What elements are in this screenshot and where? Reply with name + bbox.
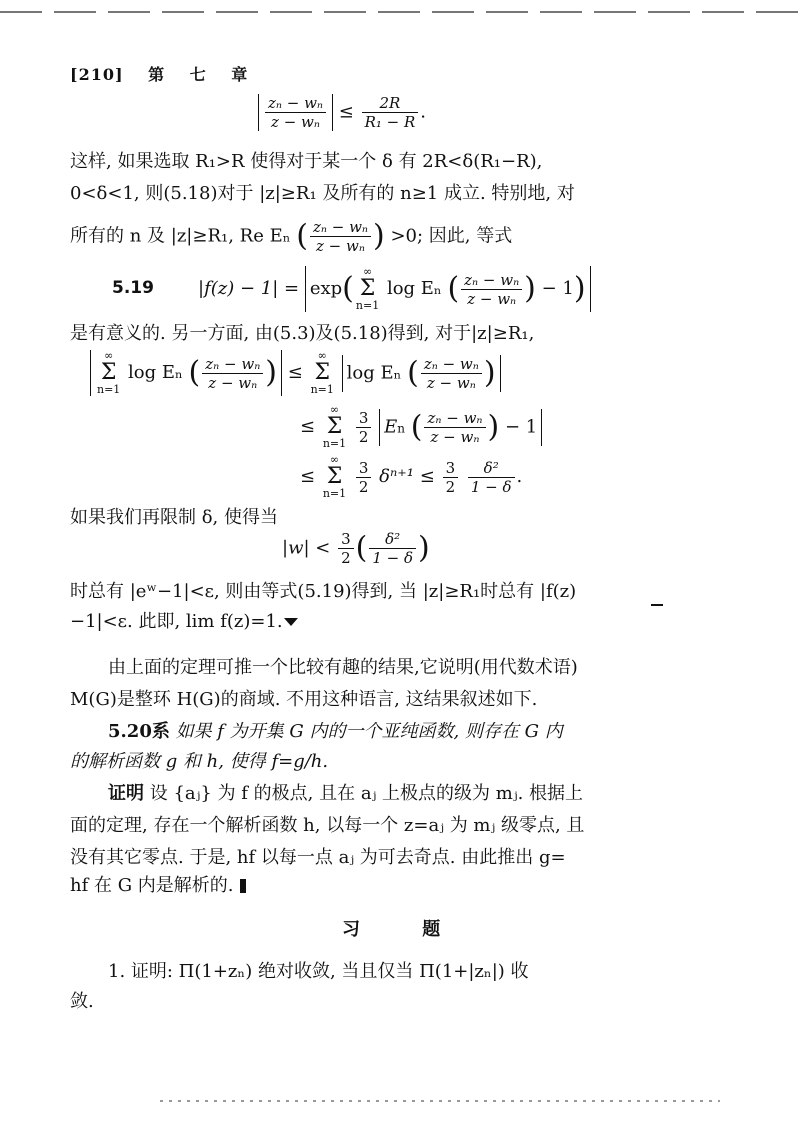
overbar-mark bbox=[651, 604, 663, 606]
page-header bbox=[70, 62, 257, 85]
page-number: [210] bbox=[70, 65, 124, 84]
equation-label: 5.19 bbox=[112, 278, 154, 298]
proof-line: 面的定理, 存在一个解析函数 h, 以每一个 z=aⱼ 为 mⱼ 级零点, 且 bbox=[70, 815, 585, 836]
inequality-line-3: ≤ ∞ Σ n=1 $\frac{3}{2}$ δⁿ⁺¹ ≤ $\frac{3}{2}$ $\frac{\text{δ²}}{1 - \delta}$ . bbox=[300, 453, 523, 500]
exercise-1-continuation: 敛. bbox=[70, 991, 94, 1012]
end-of-proof-icon bbox=[284, 618, 298, 626]
text-line: 0<δ<1, 则(5.18)对于 |z|≥R₁ 及所有的 n≥1 成立. 特别地, 对 bbox=[70, 183, 575, 204]
equation-ratio-bound: $\frac{\text{zₙ − wₙ}}{\text{z − wₙ}}$ ≤ $\frac{2R}{\text{R₁ − R}}$ . bbox=[258, 94, 426, 131]
proof-line: 证明 设 {aⱼ} 为 f 的极点, 且在 aⱼ 上极点的级为 mⱼ. 根据上 bbox=[108, 783, 584, 804]
paragraph: 由上面的定理可推一个比较有趣的结果,它说明(用代数术语) bbox=[108, 657, 578, 678]
end-of-proof-icon bbox=[240, 879, 246, 893]
proof-line: 没有其它零点. 于是, hf 以每一点 aⱼ 为可去奇点. 由此推出 g= bbox=[70, 847, 566, 868]
inequality-line-1: ∞ Σ n=1 log Eₙ ( $\frac{\text{zₙ − wₙ}}{\text{z − wₙ}}$ ) ≤ ∞ Σ n=1 log Eₙ ( $\frac{\text{zₙ − wₙ}}{\text{z − wₙ}}$ ) bbox=[90, 350, 501, 396]
proof-line: hf 在 G 内是解析的. bbox=[70, 874, 246, 898]
inequality-line-2: ≤ ∞ Σ n=1 $\frac{3}{2}$ En ( $\frac{\text{zₙ − wₙ}}{\text{z − wₙ}}$ ) − 1 bbox=[300, 404, 542, 450]
text-line: 这样, 如果选取 R₁>R 使得对于某一个 δ 有 2R<δ(R₁−R), bbox=[70, 151, 543, 172]
corollary-5-20: 5.20系 如果 f 为开集 G 内的一个亚纯函数, 则存在 G 内 bbox=[108, 721, 563, 742]
text-line: 如果我们再限制 δ, 使得当 bbox=[70, 507, 279, 528]
equation-5-19: |f(z) − 1| = exp( ∞ Σ n=1 log Eₙ ( $\frac{\text{zₙ − wₙ}}{\text{z − wₙ}}$ ) − 1) bbox=[198, 266, 591, 312]
text-line: −1|<ε. 此即, lim f(z)=1. bbox=[70, 610, 295, 634]
bottom-dotted-rule bbox=[160, 1100, 720, 1102]
text-line: 所有的 n 及 |z|≥R₁, Re Eₙ ( $\frac{\text{zₙ − wₙ}}{\text{z − wₙ}}$ ) >0; 因此, 等式 bbox=[70, 218, 513, 255]
chapter-title: 第 七 章 bbox=[148, 65, 258, 84]
top-dashed-rule bbox=[0, 11, 800, 13]
exercises-heading: 习 题 bbox=[342, 919, 469, 940]
abs-ratio: $\frac{\text{zₙ − wₙ}}{\text{z − wₙ}}$ bbox=[258, 94, 333, 131]
exercise-1: 1. 证明: Π(1+zₙ) 绝对收敛, 当且仅当 Π(1+|zₙ|) 收 bbox=[108, 961, 529, 982]
equation-w-bound: |w| < $\frac{3}{2}$ ( $\frac{\text{δ²}}{1 - \delta}$ ) bbox=[282, 530, 430, 567]
corollary-continuation: 的解析函数 g 和 h, 使得 f=g/h. bbox=[70, 751, 329, 772]
text-line: 是有意义的. 另一方面, 由(5.3)及(5.18)得到, 对于|z|≥R₁, bbox=[70, 323, 535, 344]
paragraph: M(G)是整环 H(G)的商域. 不用这种语言, 这结果叙述如下. bbox=[70, 689, 538, 710]
text-line: 时总有 |eʷ−1|<ε, 则由等式(5.19)得到, 当 |z|≥R₁时总有 |f(z) bbox=[70, 581, 577, 602]
